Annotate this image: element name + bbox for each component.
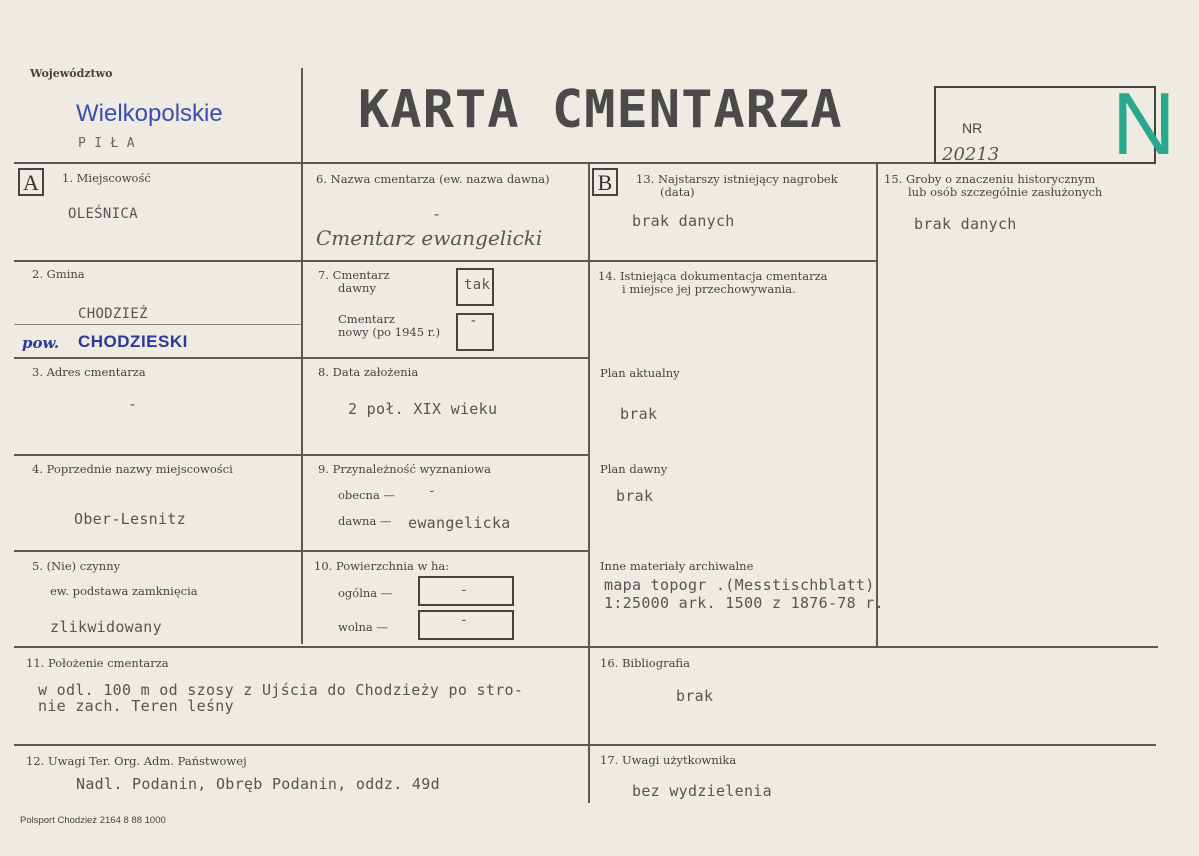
nr-label: NR bbox=[962, 120, 983, 136]
divider bbox=[14, 324, 301, 325]
field-5-label-line1: 5. (Nie) czynny bbox=[32, 559, 121, 573]
divider bbox=[588, 163, 590, 803]
field-1-value: OLEŚNICA bbox=[68, 206, 138, 222]
wojewodztwo-label: Województwo bbox=[30, 67, 113, 80]
field-2-value: CHODZIEŻ bbox=[78, 306, 148, 322]
plan-dawny-label: Plan dawny bbox=[600, 462, 668, 476]
card-title: KARTA CMENTARZA bbox=[358, 80, 843, 140]
field-13-label-line1: 13. Najstarszy istniejący nagrobek bbox=[636, 172, 838, 186]
field-17-label: 17. Uwagi użytkownika bbox=[600, 753, 737, 767]
field-6-value: Cmentarz ewangelicki bbox=[316, 226, 543, 250]
field-5-label-line2: ew. podstawa zamknięcia bbox=[50, 584, 198, 598]
field-15-label-line1: 15. Groby o znaczeniu historycznym bbox=[884, 172, 1096, 186]
field-5-value: zlikwidowany bbox=[50, 618, 162, 636]
region-value: P I Ł A bbox=[78, 136, 135, 151]
field-9-obecna-label: obecna — bbox=[338, 488, 395, 502]
divider bbox=[14, 550, 588, 552]
field-7-label2: Cmentarz bbox=[338, 312, 395, 326]
divider bbox=[14, 357, 588, 359]
field-10-wolna-label: wolna — bbox=[338, 620, 388, 634]
inne-line2: 1:25000 ark. 1500 z 1876-78 r. bbox=[604, 594, 884, 612]
field-14-label-line1: 14. Istniejąca dokumentacja cmentarza bbox=[598, 269, 828, 283]
field-1-label: 1. Miejscowość bbox=[62, 171, 151, 185]
field-4-label: 4. Poprzednie nazwy miejscowości bbox=[32, 462, 233, 476]
divider bbox=[876, 163, 878, 647]
field-10-label: 10. Powierzchnia w ha: bbox=[314, 559, 450, 573]
field-15-value: brak danych bbox=[914, 215, 1017, 233]
field-12-value: Nadl. Podanin, Obręb Podanin, oddz. 49d bbox=[76, 775, 440, 793]
field-2-pow-value: CHODZIESKI bbox=[78, 332, 188, 351]
divider bbox=[14, 454, 588, 456]
field-4-value: Ober-Lesnitz bbox=[74, 510, 186, 528]
field-11-line1: w odl. 100 m od szosy z Ujścia do Chodzieży po stro- bbox=[38, 681, 524, 699]
field-14-label-line2: i miejsce jej przechowywania. bbox=[622, 282, 796, 296]
field-7-dawny-value: tak bbox=[464, 277, 491, 293]
nr-value: 20213 bbox=[942, 144, 1000, 165]
field-6-label: 6. Nazwa cmentarza (ew. nazwa dawna) bbox=[316, 172, 550, 186]
field-2-pow-prefix: pow. bbox=[22, 334, 60, 352]
inne-line1: mapa topogr .(Messtischblatt) bbox=[604, 576, 875, 594]
plan-aktualny-value: brak bbox=[620, 405, 658, 423]
field-11-line2: nie zach. Teren leśny bbox=[38, 697, 234, 715]
field-6-dash: - bbox=[432, 205, 442, 223]
divider bbox=[301, 68, 303, 644]
divider bbox=[14, 260, 876, 262]
field-16-label: 16. Bibliografia bbox=[600, 656, 690, 670]
field-12-label: 12. Uwagi Ter. Org. Adm. Państwowej bbox=[26, 754, 247, 768]
section-b-label: B bbox=[592, 168, 618, 196]
field-3-label: 3. Adres cmentarza bbox=[32, 365, 146, 379]
field-10-ogolna-value: - bbox=[460, 583, 469, 598]
field-7-nowy-value: - bbox=[469, 313, 478, 329]
field-13-value: brak danych bbox=[632, 212, 735, 230]
field-9-label: 9. Przynależność wyznaniowa bbox=[318, 462, 491, 476]
field-7-dawny: dawny bbox=[338, 281, 376, 295]
stamp-letter: N bbox=[1112, 74, 1176, 173]
field-8-value: 2 poł. XIX wieku bbox=[348, 400, 498, 418]
field-7-label: 7. Cmentarz bbox=[318, 268, 390, 282]
divider bbox=[14, 744, 1156, 746]
field-16-value: brak bbox=[676, 687, 714, 705]
field-9-dawna-value: ewangelicka bbox=[408, 514, 511, 532]
printer-imprint: Polsport Chodzież 2164 8 88 1000 bbox=[20, 815, 166, 826]
field-10-ogolna-label: ogólna — bbox=[338, 586, 393, 600]
field-9-dawna-label: dawna — bbox=[338, 514, 392, 528]
section-a-label: A bbox=[18, 168, 44, 196]
field-15-label-line2: lub osób szczególnie zasłużonych bbox=[908, 185, 1103, 199]
field-11-label: 11. Położenie cmentarza bbox=[26, 656, 169, 670]
field-9-obecna-value: - bbox=[428, 484, 437, 499]
field-7-nowy: nowy (po 1945 r.) bbox=[338, 325, 441, 339]
field-3-value: - bbox=[128, 395, 138, 413]
field-10-wolna-value: - bbox=[460, 613, 469, 628]
plan-aktualny-label: Plan aktualny bbox=[600, 366, 680, 380]
divider bbox=[14, 646, 1158, 648]
field-13-label-line2: (data) bbox=[660, 185, 695, 199]
field-2-label: 2. Gmina bbox=[32, 267, 85, 281]
field-17-value: bez wydzielenia bbox=[632, 782, 772, 800]
wojewodztwo-value: Wielkopolskie bbox=[76, 100, 223, 127]
inne-label: Inne materiały archiwalne bbox=[600, 559, 754, 573]
field-8-label: 8. Data założenia bbox=[318, 365, 419, 379]
plan-dawny-value: brak bbox=[616, 487, 654, 505]
